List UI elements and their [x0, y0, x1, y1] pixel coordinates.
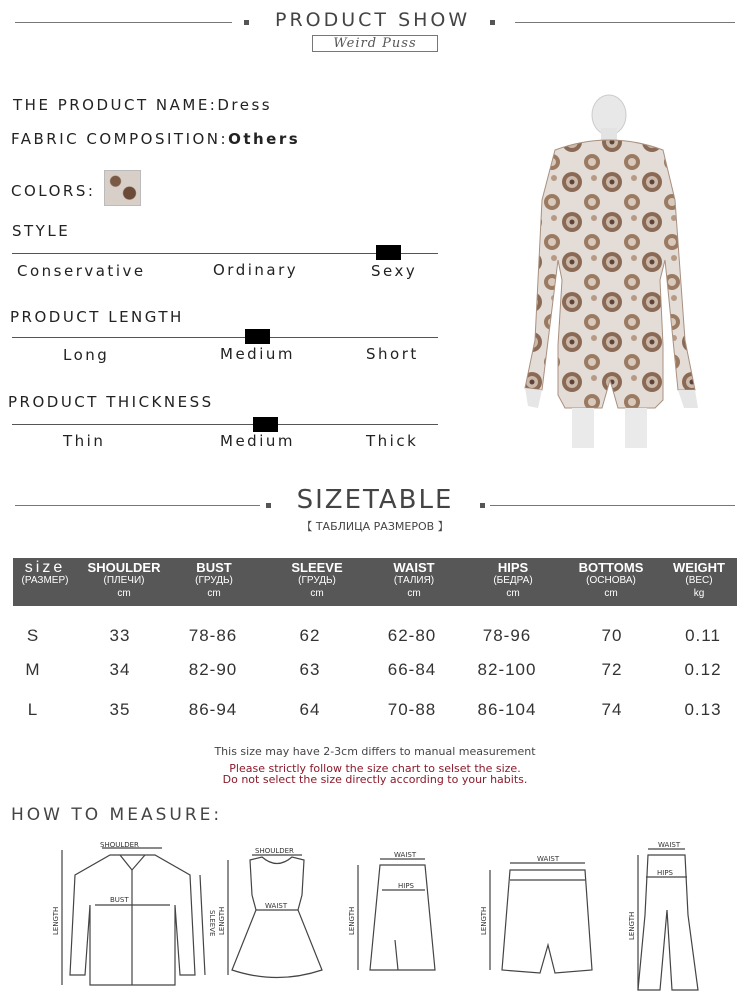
style-marker	[376, 245, 401, 260]
table-cell: 0.12	[684, 660, 722, 679]
column-header: SHOULDER (ПЛЕЧИ) cm	[87, 560, 161, 599]
skirt-diagram	[348, 851, 435, 970]
table-cell: 63	[299, 660, 321, 679]
thickness-option: Medium	[220, 432, 295, 450]
table-cell: 64	[299, 700, 321, 719]
svg-text:LENGTH: LENGTH	[480, 906, 488, 935]
svg-text:LENGTH: LENGTH	[218, 906, 226, 935]
fabric-composition: FABRIC COMPOSITION:Others	[11, 130, 301, 148]
thickness-scale	[12, 424, 438, 425]
table-cell: 82-90	[188, 660, 238, 679]
size-table-header	[13, 558, 737, 606]
divider	[490, 505, 735, 506]
product-name: THE PRODUCT NAME:Dress	[13, 96, 273, 114]
table-cell: 70	[601, 626, 623, 645]
length-option: Medium	[220, 345, 295, 363]
length-marker	[245, 329, 270, 344]
pants-diagram	[628, 841, 698, 990]
style-option: Sexy	[371, 262, 418, 280]
brand-name: Weird Puss	[312, 35, 438, 52]
table-cell: 72	[601, 660, 623, 679]
divider	[515, 22, 735, 23]
jacket-diagram	[52, 841, 216, 985]
svg-text:SHOULDER: SHOULDER	[100, 841, 139, 849]
size-label: S	[26, 626, 40, 645]
table-cell: 33	[109, 626, 131, 645]
table-cell: 0.11	[685, 626, 721, 645]
table-cell: 86-104	[477, 700, 537, 719]
svg-text:HIPS: HIPS	[398, 882, 414, 890]
sizetable-subtitle: 【 ТАБЛИЦА РАЗМЕРОВ 】	[301, 520, 449, 533]
svg-text:WAIST: WAIST	[658, 841, 681, 849]
thickness-option: Thick	[366, 432, 419, 450]
svg-text:WAIST: WAIST	[537, 855, 560, 863]
thickness-marker	[253, 417, 278, 432]
table-cell: 74	[601, 700, 623, 719]
table-cell: 34	[109, 660, 131, 679]
column-header: WAIST (ТАЛИЯ) cm	[393, 560, 435, 599]
product-image	[480, 90, 740, 470]
svg-text:LENGTH: LENGTH	[348, 906, 356, 935]
table-cell: 86-94	[188, 700, 238, 719]
sizetable-title: SIZETABLE	[296, 485, 454, 515]
style-option: Ordinary	[213, 261, 299, 279]
shorts-diagram	[480, 855, 592, 973]
column-header: SLEEVE (ГРУДЬ) cm	[291, 560, 343, 599]
style-label: STYLE	[12, 222, 71, 240]
column-header: BOTTOMS (ОСНОВА) cm	[578, 560, 644, 599]
thickness-option: Thin	[63, 432, 106, 450]
svg-text:SLEEVE: SLEEVE	[208, 910, 216, 937]
size-label: L	[27, 700, 39, 719]
table-cell: 0.13	[684, 700, 722, 719]
svg-text:BUST: BUST	[110, 896, 129, 904]
thickness-label: PRODUCT THICKNESS	[8, 393, 214, 411]
svg-text:WAIST: WAIST	[394, 851, 417, 859]
svg-text:WAIST: WAIST	[265, 902, 288, 910]
table-cell: 70-88	[387, 700, 437, 719]
table-cell: 62	[299, 626, 321, 645]
column-header: HIPS (БЕДРА) cm	[493, 560, 533, 599]
column-header: size (РАЗМЕР)	[21, 559, 69, 586]
dress-diagram	[218, 847, 322, 978]
section-title: PRODUCT SHOW	[275, 9, 471, 31]
length-option: Long	[63, 346, 110, 364]
svg-text:HIPS: HIPS	[657, 869, 673, 877]
how-to-measure-title: HOW TO MEASURE:	[11, 805, 223, 825]
table-cell: 78-86	[188, 626, 238, 645]
size-label: M	[25, 660, 41, 679]
length-scale	[12, 337, 438, 338]
svg-text:LENGTH: LENGTH	[628, 911, 636, 940]
length-label: PRODUCT LENGTH	[10, 308, 184, 326]
color-swatch[interactable]	[104, 170, 141, 206]
divider-dot	[244, 20, 249, 25]
table-cell: 78-96	[482, 626, 532, 645]
divider-dot	[490, 20, 495, 25]
size-warning: Do not select the size directly according to your habits.	[222, 773, 528, 786]
size-warning: Please strictly follow the size chart to selset the size.	[229, 762, 521, 775]
svg-text:LENGTH: LENGTH	[52, 906, 60, 935]
measure-diagrams	[40, 835, 740, 995]
size-note: This size may have 2-3cm differs to manual measurement	[214, 745, 536, 758]
style-option: Conservative	[17, 262, 146, 280]
divider	[15, 22, 232, 23]
column-header: WEIGHT (ВЕС) kg	[673, 560, 725, 599]
length-option: Short	[366, 345, 419, 363]
table-cell: 62-80	[387, 626, 437, 645]
table-cell: 35	[109, 700, 131, 719]
table-cell: 66-84	[387, 660, 437, 679]
style-scale	[12, 253, 438, 254]
divider-dot	[480, 503, 485, 508]
colors-label: COLORS:	[11, 182, 96, 200]
svg-text:SHOULDER: SHOULDER	[255, 847, 294, 855]
column-header: BUST (ГРУДЬ) cm	[195, 560, 233, 599]
table-cell: 82-100	[477, 660, 537, 679]
